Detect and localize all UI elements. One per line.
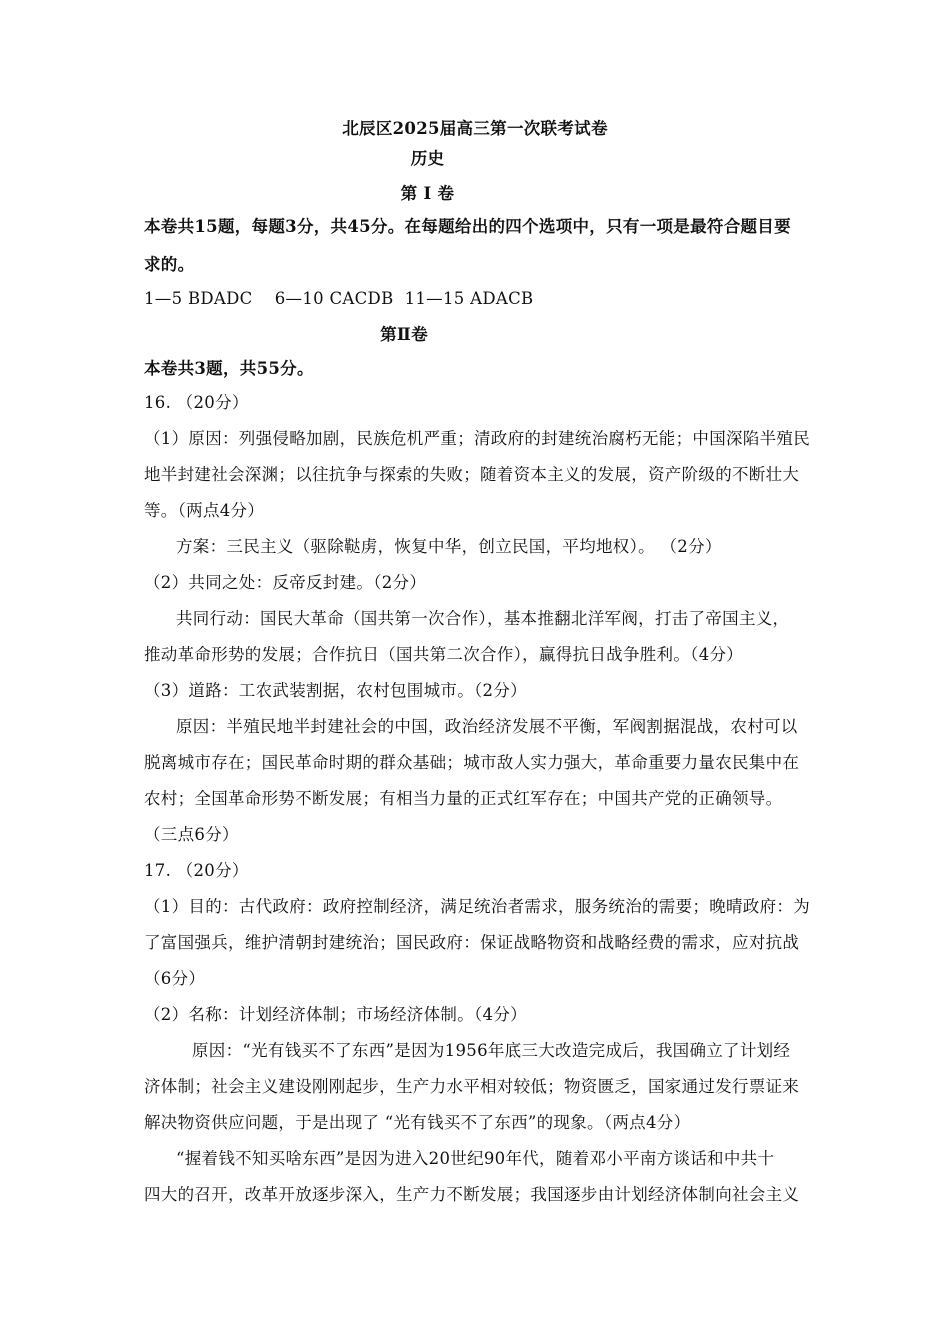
part1-instructions-line1: 本卷共15题，每题3分，共45分。在每题给出的四个选项中，只有一项是最符合题目要 <box>144 217 791 236</box>
subject-title: 历史 <box>410 149 445 168</box>
q16-line-2: 地半封建社会深渊；以往抗争与探索的失败；随着资本主义的发展，资产阶级的不断壮大 <box>144 465 800 484</box>
q17-line-1: （1）目的：古代政府：政府控制经济，满足统治者需求，服务统治的需要；晚晴政府：为 <box>144 897 810 916</box>
q17-line-3: （6分） <box>144 969 206 988</box>
q17-line-7: 解决物资供应问题，于是出现了 “光有钱买不了东西”的现象。（两点4分） <box>144 1113 691 1132</box>
part2-instructions: 本卷共3题，共55分。 <box>144 359 314 378</box>
q17-line-4: （2）名称：计划经济体制；市场经济体制。（4分） <box>144 1005 527 1024</box>
q17-line-2: 了富国强兵，维护清朝封建统治；国民政府：保证战略物资和战略经费的需求，应对抗战 <box>144 933 800 952</box>
q16-line-7: 推动革命形势的发展；合作抗日（国共第二次合作），赢得抗日战争胜利。（4分） <box>144 645 744 664</box>
q16-line-4: 方案：三民主义（驱除鞑虏，恢复中华，创立民国，平均地权）。 （2分） <box>176 537 722 556</box>
q16-line-10: 脱离城市存在；国民革命时期的群众基础；城市敌人实力强大，革命重要力量农民集中在 <box>144 753 800 772</box>
section-two-heading: 第Ⅱ卷 <box>380 325 428 344</box>
q16-line-6: 共同行动：国民大革命（国共第一次合作），基本推翻北洋军阀，打击了帝国主义， <box>176 609 790 628</box>
question-17-heading: 17. （20分） <box>144 861 249 880</box>
multiple-choice-answers: 1—5 BDADC 6—10 CACDB 11—15 ADACB <box>144 289 534 308</box>
q16-line-12: （三点6分） <box>144 825 239 844</box>
section-one-heading: 第 I 卷 <box>400 184 455 203</box>
part1-instructions-line2: 求的。 <box>144 255 195 274</box>
q17-line-9: 四大的召开，改革开放逐步深入，生产力不断发展；我国逐步由计划经济体制向社会主义 <box>144 1185 800 1204</box>
q16-line-9: 原因：半殖民地半封建社会的中国，政治经济发展不平衡，军阀割据混战，农村可以 <box>176 717 798 736</box>
q16-line-11: 农村；全国革命形势不断发展；有相当力量的正式红军存在；中国共产党的正确领导。 <box>144 789 783 808</box>
q17-line-6: 济体制；社会主义建设刚刚起步，生产力水平相对较低；物资匮乏，国家通过发行票证来 <box>144 1077 800 1096</box>
question-16-heading: 16. （20分） <box>144 393 249 412</box>
q17-line-8: “握着钱不知买啥东西”是因为进入20世纪90年代，随着邓小平南方谈话和中共十 <box>176 1149 775 1168</box>
q16-line-8: （3）道路：工农武装割据，农村包围城市。（2分） <box>144 681 527 700</box>
q16-line-1: （1）原因：列强侵略加剧，民族危机严重；清政府的封建统治腐朽无能；中国深陷半殖民 <box>144 429 810 448</box>
q16-line-3: 等。（两点4分） <box>144 501 265 520</box>
exam-title: 北辰区2025届高三第一次联考试卷 <box>342 119 608 138</box>
q16-line-5: （2）共同之处：反帝反封建。（2分） <box>144 573 427 592</box>
q17-line-5: 原因：“光有钱买不了东西”是因为1956年底三大改造完成后，我国确立了计划经 <box>192 1041 791 1060</box>
